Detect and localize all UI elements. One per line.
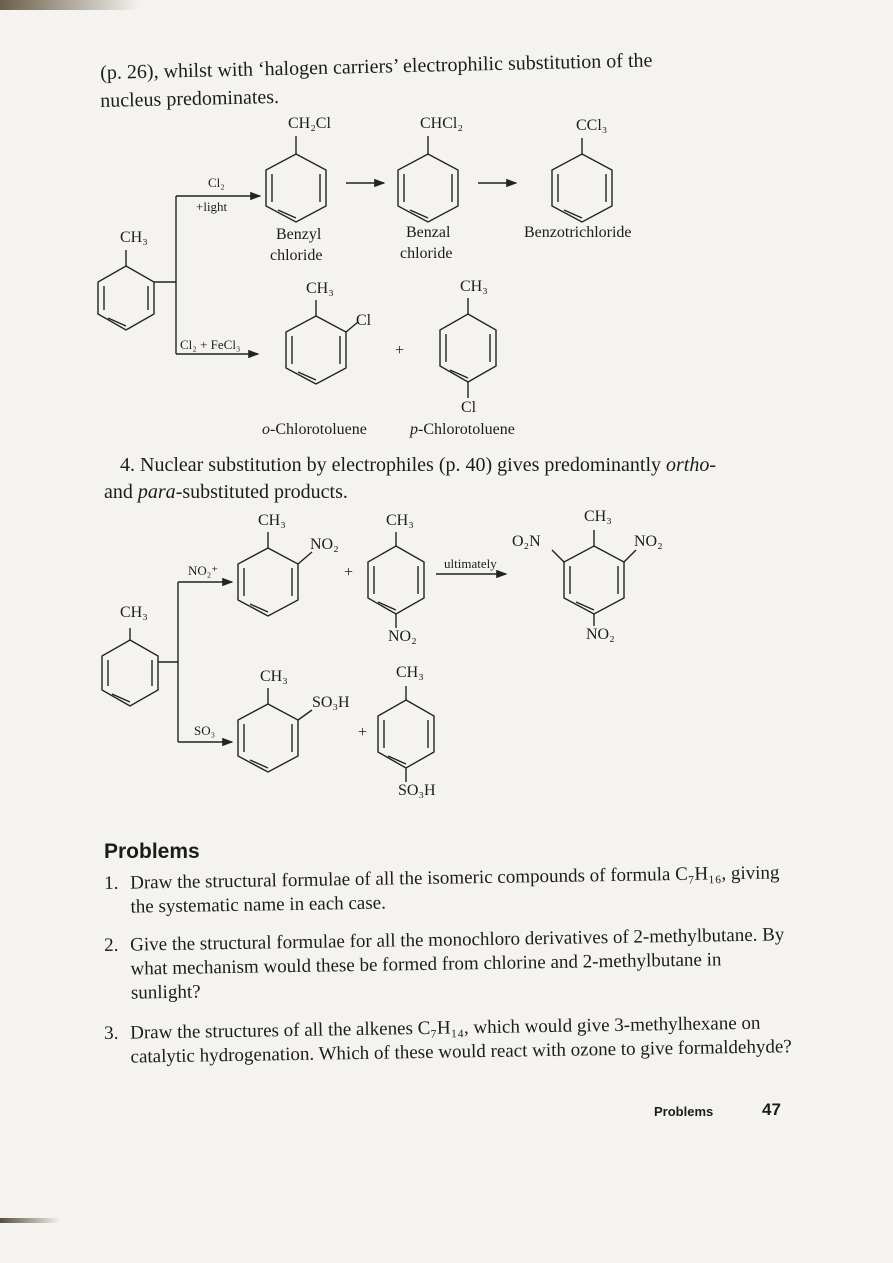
benzotrichloride-ring	[552, 138, 612, 222]
p-nitrotoluene-ring	[368, 532, 424, 628]
problem-number: 2.	[104, 934, 119, 956]
problems-heading: Problems	[104, 840, 200, 863]
o-nitro-methyl-label: CH₃	[258, 512, 286, 529]
trichloride-name: Benzotrichloride	[524, 224, 632, 241]
problem-number: 1.	[104, 872, 119, 894]
start-substituent-label-2: CH₃	[120, 604, 148, 621]
p-chloro-methyl-label: CH₃	[460, 278, 488, 295]
toluene-ring-1	[98, 250, 154, 330]
section-4-line-1: 4. Nuclear substitution by electrophiles (p. 40) gives predominantly ortho-	[120, 454, 716, 476]
problem-text: Draw the structural formulae of all the isomeric compounds of formula C₇H₁₆, giving the systematic name in each case.	[130, 862, 780, 918]
tnt-para-nitro-label: NO₂	[586, 626, 615, 643]
nitration-reagent-label: NO₂⁺	[188, 563, 219, 578]
p-toluenesulfonic-acid-ring	[378, 686, 434, 782]
tnt-right-nitro-label: NO₂	[634, 533, 663, 550]
o-chloro-methyl-label: CH₃	[306, 280, 334, 297]
page-number: 47	[762, 1100, 781, 1119]
benzal-name-line2: chloride	[400, 245, 453, 262]
p-nitro-methyl-label: CH₃	[386, 512, 414, 529]
reagent-cl2-label: Cl₂	[208, 175, 225, 190]
reagent-light-label: +light	[196, 199, 228, 214]
benzal-substituent-label: CHCl₂	[420, 115, 463, 132]
tnt-left-nitro-label: O₂N	[512, 533, 541, 550]
section-4-line-2: and para-substituted products.	[104, 481, 348, 503]
benzal-name-line1: Benzal	[406, 224, 451, 241]
o-sulfo-group-label: SO₃H	[312, 694, 350, 711]
trichloride-substituent-label: CCl₃	[576, 117, 608, 134]
footer-section-label: Problems	[654, 1104, 714, 1119]
benzyl-name-line2: chloride	[270, 247, 323, 264]
reagent-fecl3-label: Cl₂ + FeCl₃	[180, 337, 241, 352]
problem-text: Give the structural formulae for all the monochloro derivatives of 2-methylbutane. By what mechanism would these be formed from chlorine and 2-methylbutane in sunlight?	[130, 924, 785, 1004]
toluene-ring-2	[102, 628, 158, 706]
p-chlorotoluene-name: p-Chlorotoluene	[410, 421, 515, 438]
sulfonation-reagent-label: SO₃	[194, 723, 216, 738]
benzyl-substituent-label: CH₂Cl	[288, 115, 331, 132]
problem-text: Draw the structures of all the alkenes C₇H₁₄, which would give 3-methylhexane on catalytic hydrogenation. Which of these would react with ozone to give formaldehyde?	[130, 1012, 792, 1068]
o-chlorotoluene-ring	[286, 300, 358, 384]
ultimately-label: ultimately	[444, 556, 497, 571]
plus-sign-1: +	[395, 342, 405, 359]
benzal-chloride-ring	[398, 136, 458, 222]
problem-number: 3.	[104, 1022, 119, 1044]
intro-line-1: (p. 26), whilst with ‘halogen carriers’ electrophilic substitution of the	[100, 49, 653, 84]
trinitrotoluene-ring	[552, 530, 636, 626]
benzyl-chloride-ring	[266, 136, 326, 222]
p-sulfo-methyl-label: CH₃	[396, 664, 424, 681]
o-toluenesulfonic-acid-ring	[238, 688, 312, 772]
o-sulfo-methyl-label: CH₃	[260, 668, 288, 685]
benzyl-name-line1: Benzyl	[276, 226, 322, 243]
o-nitro-group-label: NO₂	[310, 536, 339, 553]
problem-item	[104, 923, 795, 1006]
o-nitrotoluene-ring	[238, 532, 312, 616]
o-chloro-cl-label: Cl	[356, 312, 372, 329]
tnt-methyl-label: CH₃	[584, 508, 612, 525]
p-chloro-cl-label: Cl	[461, 399, 477, 416]
o-chlorotoluene-name: o-Chlorotoluene	[262, 421, 367, 438]
intro-line-2: nucleus predominates.	[100, 85, 280, 112]
p-nitro-group-label: NO₂	[388, 628, 417, 645]
p-chlorotoluene-ring	[440, 298, 496, 398]
start-substituent-label: CH₃	[120, 229, 148, 246]
plus-sign-2: +	[344, 564, 354, 581]
plus-sign-3: +	[358, 724, 368, 741]
p-sulfo-group-label: SO₃H	[398, 782, 436, 799]
